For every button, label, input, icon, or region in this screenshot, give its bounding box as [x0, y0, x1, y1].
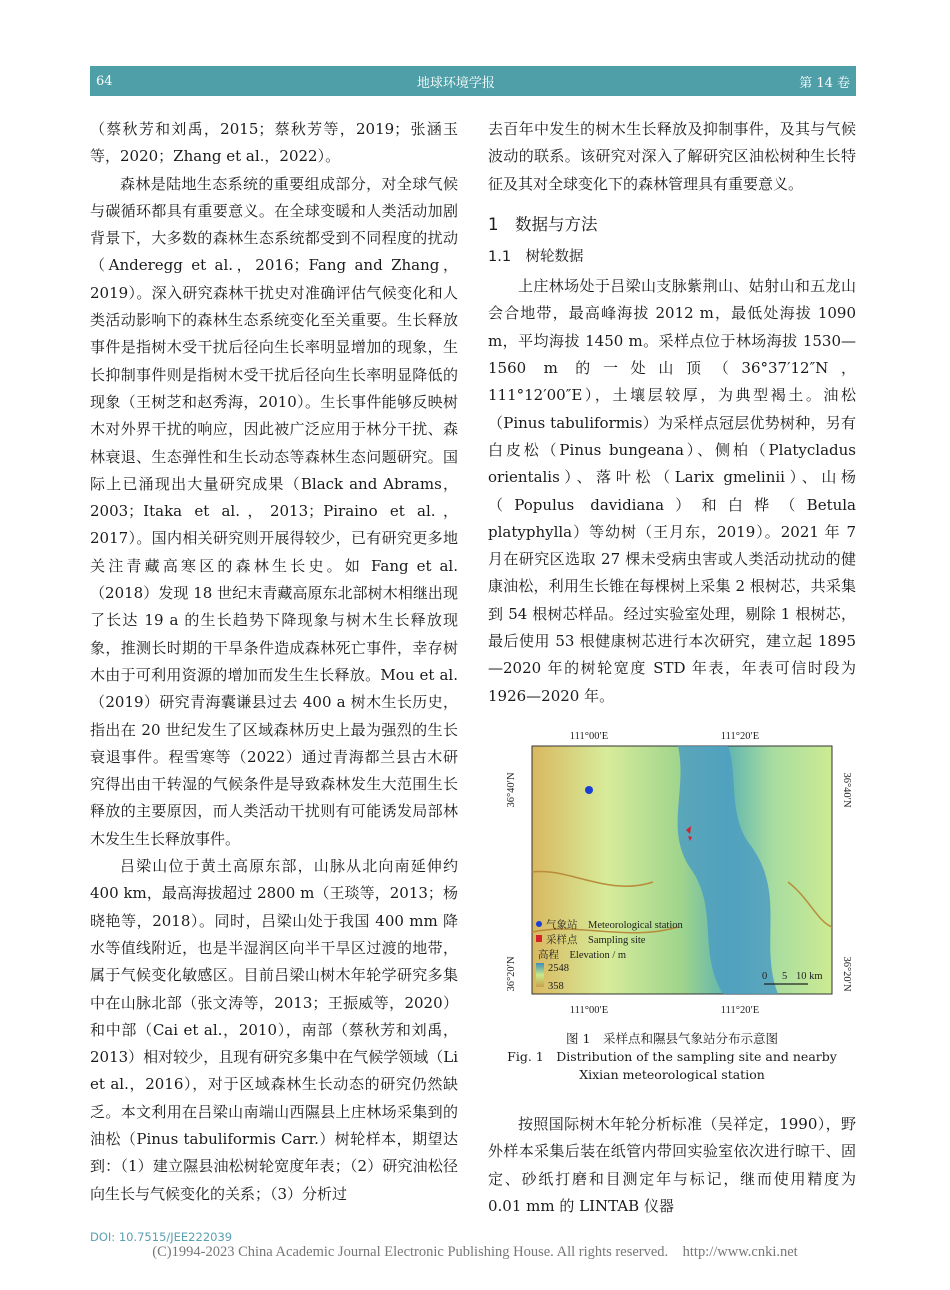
- legend-station-label: 气象站 Meteorological station: [546, 920, 683, 931]
- volume-label: 第 14 卷: [799, 75, 850, 91]
- paragraph: 上庄林场处于吕梁山支脉紫荆山、姑射山和五龙山会合地带，最高峰海拔 2012 m，最低处海拔 1090 m，平均海拔 1450 m。采样点位于林场海拔 1530—1560 m 的一处山顶（36°37′12″N，111°12′00″E），土壤层较厚，为典型褐土。油松（Pinus tabuliformis）为采样点冠层优势树种，另有白皮松（Pinus bungeana）、侧柏（Platycladus orientalis）、落叶松（Larix gmelinii）、山杨（Populus davidiana）和白桦（Betula platyphylla）等幼树（王月东，2019）。2021 年 7 月在研究区选取 27 棵未受病虫害或人类活动扰动的健康油松，利用生长锥在每棵树上采集 2 根树芯，共采集到 54 根树芯样品。经过实验室处理，剔除 1 根树芯，最后使用 53 根健康树芯进行本次研究，建立起 1895—2020 年的树轮宽度 STD 年表，年表可信时段为 1926—2020 年。: [488, 277, 856, 705]
- caption-cn: 图 1 采样点和隰县气象站分布示意图: [566, 1031, 778, 1046]
- subsection-heading: 1.1 树轮数据: [488, 248, 584, 265]
- page-header: [90, 66, 856, 96]
- legend-elev-max: 2548: [548, 963, 569, 974]
- legend-elevation-bar: [536, 963, 544, 987]
- meteorological-station-marker: [585, 786, 593, 794]
- lon-label-bottom-1: 111°00′E: [569, 1005, 609, 1016]
- lat-label-left-2: 36°20′N: [506, 956, 517, 992]
- legend-elevation-label: 高程 Elevation / m: [538, 950, 627, 961]
- legend-site-label: 采样点 Sampling site: [546, 935, 646, 946]
- caption-en: Fig. 1 Distribution of the sampling site and nearby Xixian meteorological station: [507, 1049, 837, 1082]
- journal-title: 地球环境学报: [416, 75, 495, 91]
- scale-10: 10 km: [796, 971, 823, 982]
- lon-label-top-2: 111°20′E: [720, 731, 760, 742]
- lat-label-right-1: 36°40′N: [841, 772, 852, 808]
- lat-label-left-1: 36°40′N: [506, 772, 517, 808]
- lon-label-top-1: 111°00′E: [569, 731, 609, 742]
- scale-5: 5: [782, 971, 788, 982]
- paragraph: 按照国际树木年轮分析标准（吴祥定，1990），野外样本采集后装在纸管内带回实验室依次进行晾干、固定、砂纸打磨和目测定年与标记，继而使用精度为 0.01 mm 的 LINTAB 仪器: [488, 1115, 856, 1215]
- legend-station-icon: [536, 921, 542, 927]
- lat-label-right-2: 36°20′N: [841, 956, 852, 992]
- legend-site-icon: [536, 935, 542, 942]
- figure-map: [488, 722, 856, 1022]
- legend-elev-min: 358: [548, 981, 564, 992]
- right-column: [488, 116, 856, 710]
- left-column: [90, 116, 458, 1208]
- doi: DOI: 10.7515/JEE222039: [90, 1230, 233, 1244]
- section-heading: 1 数据与方法: [488, 214, 598, 234]
- lon-label-bottom-2: 111°20′E: [720, 1005, 760, 1016]
- right-column-bottom: [488, 1111, 856, 1220]
- figure-caption: [488, 1030, 856, 1084]
- paragraph: 吕梁山位于黄土高原东部，山脉从北向南延伸约 400 km，最高海拔超过 2800 m（王琰等，2013；杨晓艳等，2018）。同时，吕梁山处于我国 400 mm 降水等值线附近，也是半湿润区向半干旱区过渡的地带，属于气候变化敏感区。目前吕梁山树木年轮学研究多集中在山脉北部（张文涛等，2013；王振威等，2020）和中部（Cai et al.，2010），南部（蔡秋芳和刘禹，2013）相对较少，且现有研究多集中在气候学领域（Li et al.，2016），对于区域森林生长动态的研究仍然缺乏。本文利用在吕梁山南端山西隰县上庄林场采集到的油松（Pinus tabuliformis Carr.）树轮样本，期望达到：（1）建立隰县油松树轮宽度年表；（2）研究油松径向生长与气候变化的关系；（3）分析过: [90, 857, 458, 1203]
- page-number: 64: [96, 73, 113, 89]
- copyright-footer: (C)1994-2023 China Academic Journal Electronic Publishing House. All rights reserved. http://www.cnki.net: [152, 1244, 798, 1260]
- paragraph: 去百年中发生的树木生长释放及抑制事件，及其与气候波动的联系。该研究对深入了解研究区油松树种生长特征及其对全球变化下的森林管理具有重要意义。: [488, 120, 856, 193]
- scale-0: 0: [762, 971, 768, 982]
- paragraph: （蔡秋芳和刘禹，2015；蔡秋芳等，2019；张涵玉等，2020；Zhang et al.，2022）。: [90, 120, 458, 166]
- paragraph: 森林是陆地生态系统的重要组成部分，对全球气候与碳循环都具有重要意义。在全球变暖和人类活动加剧背景下，大多数的森林生态系统都受到不同程度的扰动（Anderegg et al.，2016；Fang and Zhang，2019）。深入研究森林干扰史对准确评估气候变化和人类活动影响下的森林生态系统变化至关重要。生长释放事件是指树木受干扰后径向生长率明显增加的现象，生长抑制事件则是指树木受干扰后径向生长率明显降低的现象（王树芝和赵秀海，2010）。生长事件能够反映树木对外界干扰的响应，因此被广泛应用于林分干扰、森林衰退、生态弹性和生长动态等森林生态问题研究。国际上已涌现出大量研究成果（Black and Abrams，2003；Itaka et al.，2013；Piraino et al.，2017）。国内相关研究则开展得较少，已有研究更多地关注青藏高寒区的森林生长史。如 Fang et al.（2018）发现 18 世纪末青藏高原东北部树木相继出现了长达 19 a 的生长趋势下降现象与树木生长释放现象，推测长时期的干旱条件造成森林死亡事件，幸存树木由于可利用资源的增加而发生生长释放。Mou et al.（2019）研究青海囊谦县过去 400 a 树木生长历史，指出在 20 世纪发生了区域森林历史上最为强烈的生长衰退事件。程雪寒等（2022）通过青海都兰县古木研究得出由干转湿的气候条件是导致森林发生大范围生长释放的主要原因，而人类活动干扰则有可能诱发局部林木发生生长释放事件。: [90, 174, 458, 848]
- elevation-map: [488, 722, 856, 1022]
